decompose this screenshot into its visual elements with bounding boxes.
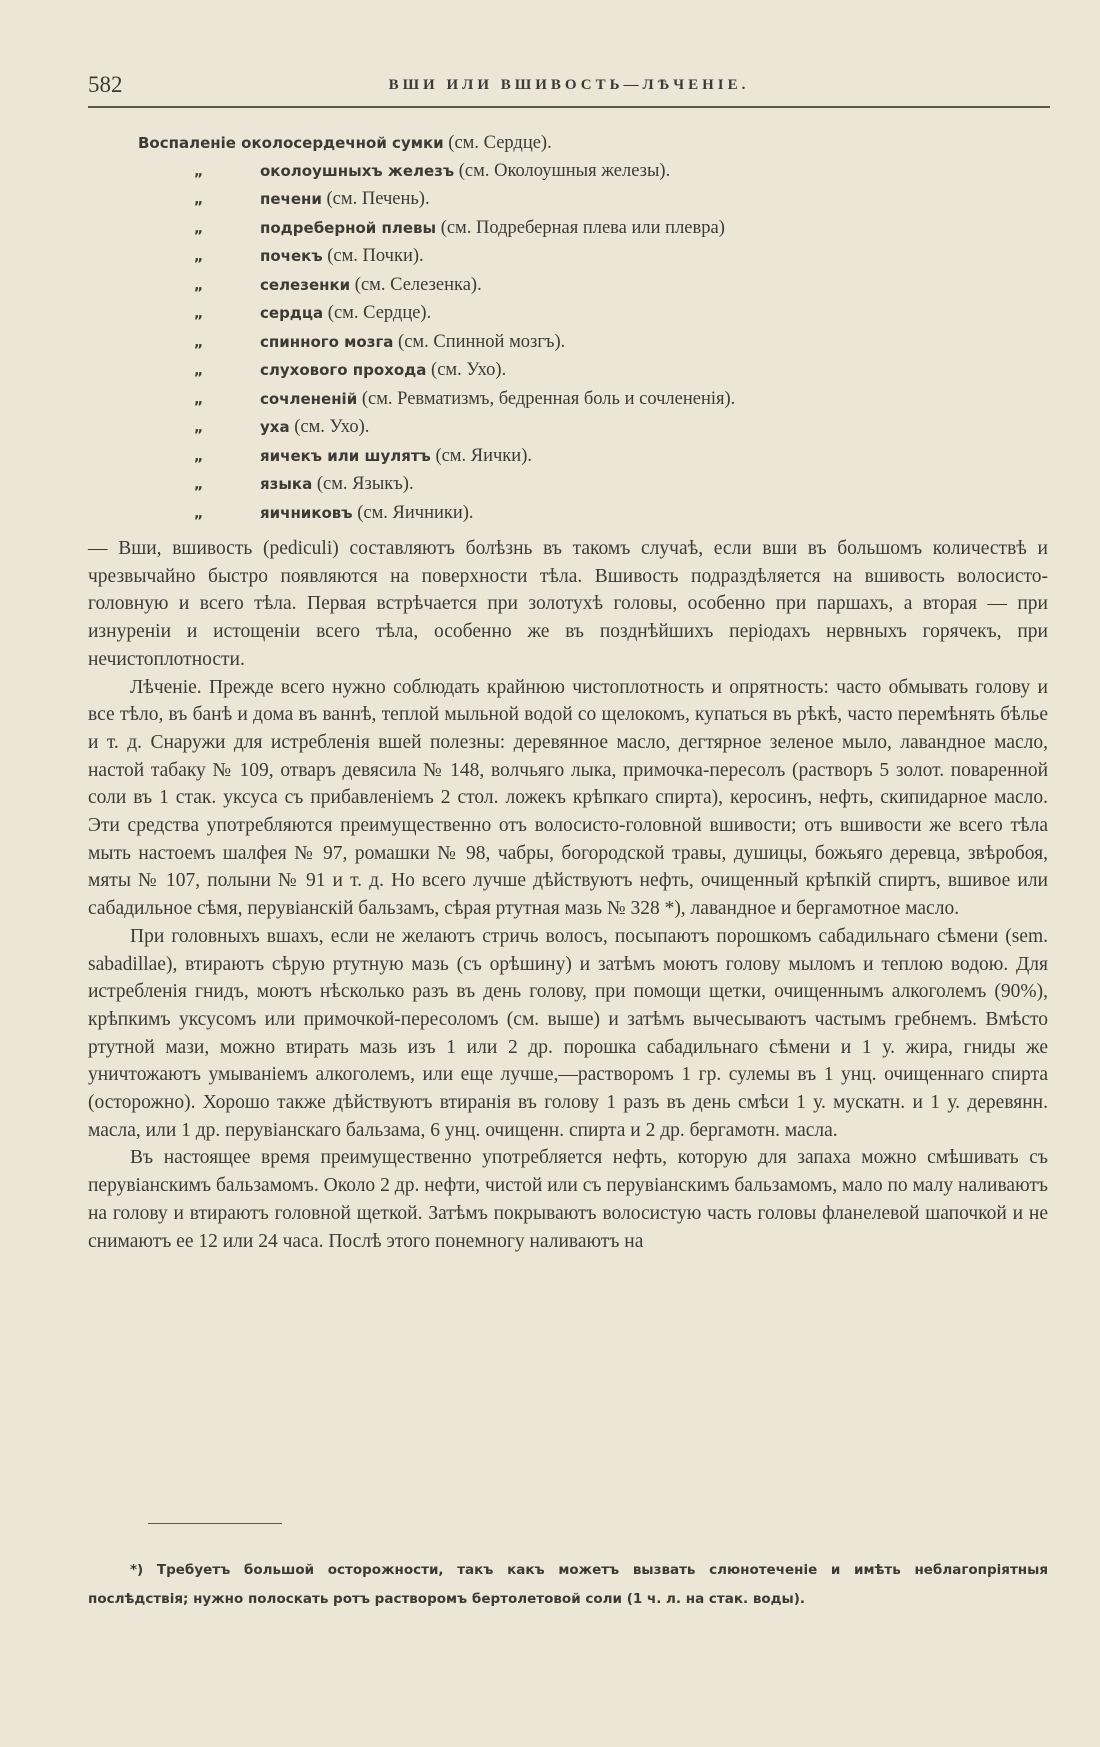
list-ref: (см. Ухо). [431, 360, 507, 380]
list-term: сердца [260, 304, 324, 322]
running-head: ВШИ ИЛИ ВШИВОСТЬ—ЛѢЧЕНІЕ. [388, 77, 750, 93]
list-item [138, 186, 735, 215]
ditto-mark: „ [194, 306, 204, 322]
list-ref: (см. Почки). [327, 246, 424, 266]
ditto-mark: „ [194, 163, 204, 180]
ditto-mark: „ [194, 249, 204, 265]
list-term: Воспаленіе околосердечной сумки [138, 134, 444, 152]
list-term: слухового прохода [260, 361, 427, 379]
list-ref: (см. Яички). [435, 445, 532, 466]
list-ref: (см. Околоушныя железы). [458, 160, 671, 181]
list-item [138, 443, 735, 472]
inflammation-list [138, 130, 735, 528]
list-term: спинного мозга [260, 332, 394, 351]
list-ref: (см. Подреберная плева или плевра) [440, 217, 725, 238]
list-term: сочлененій [260, 389, 358, 408]
list-item [138, 329, 735, 358]
list-item [138, 414, 735, 443]
ditto-mark: „ [194, 391, 204, 408]
list-item [138, 500, 735, 529]
list-ref: (см. Селезенка). [354, 274, 482, 295]
list-item [138, 272, 735, 301]
list-term: подреберной плевы [260, 218, 437, 237]
list-term: околоушныхъ железъ [260, 161, 455, 180]
list-term: уха [260, 418, 290, 436]
list-ref: (см. Ухо). [294, 417, 370, 437]
ditto-mark: „ [194, 505, 204, 522]
ditto-mark: „ [194, 220, 204, 237]
list-term: яичекъ или шулятъ [260, 446, 431, 465]
ditto-mark: „ [194, 277, 204, 294]
list-ref: (см. Спинной мозгъ). [398, 331, 566, 352]
list-term: почекъ [260, 247, 323, 265]
footnote-text: *) Требуетъ большой осторожности, такъ какъ можетъ вызвать слюнотеченіе и имѣть неблагопріятныя послѣдствія; нужно полоскать ротъ растворомъ бертолетовой соли (1 ч. л. на стак. воды). [88, 1562, 1048, 1607]
list-term: селезенки [260, 275, 351, 294]
page-number: 582 [88, 72, 123, 97]
list-item [138, 357, 735, 386]
list-item [138, 300, 735, 329]
list-ref: (см. Печень). [326, 189, 430, 209]
list-item [138, 243, 735, 272]
list-item [138, 386, 735, 415]
ditto-mark: „ [194, 192, 204, 208]
list-ref: (см. Яичники). [357, 502, 474, 523]
paragraph-treatment: Лѣченіе. Прежде всего нужно соблюдать крайнюю чистоплотность и опрятность: часто обмывать голову и все тѣло, въ банѣ и дома въ ваннѣ, теплой мыльной водой со щелокомъ, купаться въ рѣкѣ, часто перемѣнять бѣлье и т. д. Снаружи для истребленія вшей полезны: деревянное масло, дегтярное зеленое мыло, лавандное масло, настой табаку № 109, отваръ девясила № 148, волчьяго лыка, примочка-пересолъ (растворъ 5 золот. поваренной соли въ 1 стак. уксуса съ прибавленіемъ 2 стол. ложекъ крѣпкаго спирта), керосинъ, нефть, скипидарное масло. Эти средства употребляются преимущественно отъ волосисто-головной вшивости; отъ вшивости же всего тѣла мыть настоемъ шалфея № 97, ромашки № 98, чабры, богородской травы, душицы, божьяго деревца, звѣробоя, мяты № 107, полыни № 91 и т. д. Но всего лучше дѣйствуютъ нефть, очищенный крѣпкій спиртъ, вшивое или сабадильное сѣмя, перувіанскій бальзамъ, сѣрая ртутная мазь № 328 *), лавандное и бергамотное масло. [88, 676, 1048, 920]
page-header [88, 72, 1050, 108]
paragraph-head-lice: При головныхъ вшахъ, если не желаютъ стричь волосъ, посыпаютъ порошкомъ сабадильнаго сѣмени (sem. sabadillae), втираютъ сѣрую ртутную мазь (съ орѣшину) и затѣмъ моютъ голову мыломъ и теплою водою. Для истребленія гнидъ, моютъ нѣсколько разъ въ день голову, при помощи щетки, очищеннымъ алкоголемъ (90%), крѣпкимъ уксусомъ или примочкой-пересоломъ (см. выше) и затѣмъ вычесываютъ частымъ гребнемъ. Вмѣсто ртутной мази, можно втирать мазь изъ 1 или 2 др. порошка сабадильнаго сѣмени и 1 у. жира, гниды же уничтожаютъ умываніемъ алкоголемъ, или еще лучше,—растворомъ 1 гр. сулемы въ 1 унц. очищеннаго спирта (осторожно). Хорошо также дѣйствуютъ втиранія въ голову 1 разъ въ день смѣси 1 у. мускатн. и 1 у. деревянн. масла, или 1 др. перувіанскаго бальзама, 6 унц. очищенн. спирта и 2 др. бергамотн. масла. [88, 925, 1048, 1141]
list-ref: (см. Языкъ). [316, 474, 414, 494]
paragraph-naphtha: Въ настоящее время преимущественно употребляется нефть, которую для запаха можно смѣшивать съ перувіанскимъ бальзамомъ. Около 2 др. нефти, чистой или съ перувіанскимъ бальзамомъ, мало по малу наливаютъ на голову и втираютъ головной щеткой. Затѣмъ покрываютъ волосистую часть головы фланелевой шапочкой и не снимаютъ ее 12 или 24 часа. Послѣ этого понемногу наливаютъ на [88, 1147, 1048, 1252]
ditto-mark: „ [194, 448, 204, 465]
list-item [138, 471, 735, 500]
ditto-mark: „ [194, 334, 204, 351]
list-term: языка [260, 475, 313, 493]
footnote [88, 1556, 1048, 1614]
list-term: печени [260, 190, 322, 208]
list-item [138, 158, 735, 187]
paragraph-intro: — Вши, вшивость (pediculi) составляютъ болѣзнь въ такомъ случаѣ, если вши въ большомъ количествѣ и чрезвычайно быстро появляются на поверхности тѣла. Вшивость подраздѣляется на вшивость волосисто-головную и всего тѣла. Первая встрѣчается при золотухѣ головы, особенно при паршахъ, а вторая — при изнуреніи и истощеніи всего тѣла, особенно же въ позднѣйшихъ періодахъ нервныхъ горячекъ, при нечистоплотности. [88, 538, 1048, 670]
footnote-divider [148, 1523, 282, 1524]
list-ref: (см. Сердце). [448, 133, 552, 153]
ditto-mark: „ [194, 420, 204, 436]
list-term: яичниковъ [260, 503, 353, 522]
list-item [138, 215, 735, 244]
main-text [88, 535, 1048, 1255]
list-ref: (см. Ревматизмъ, бедренная боль и сочлененія). [361, 388, 736, 409]
ditto-mark: „ [194, 363, 204, 379]
list-item [138, 130, 735, 158]
ditto-mark: „ [194, 477, 204, 493]
list-ref: (см. Сердце). [327, 303, 432, 323]
